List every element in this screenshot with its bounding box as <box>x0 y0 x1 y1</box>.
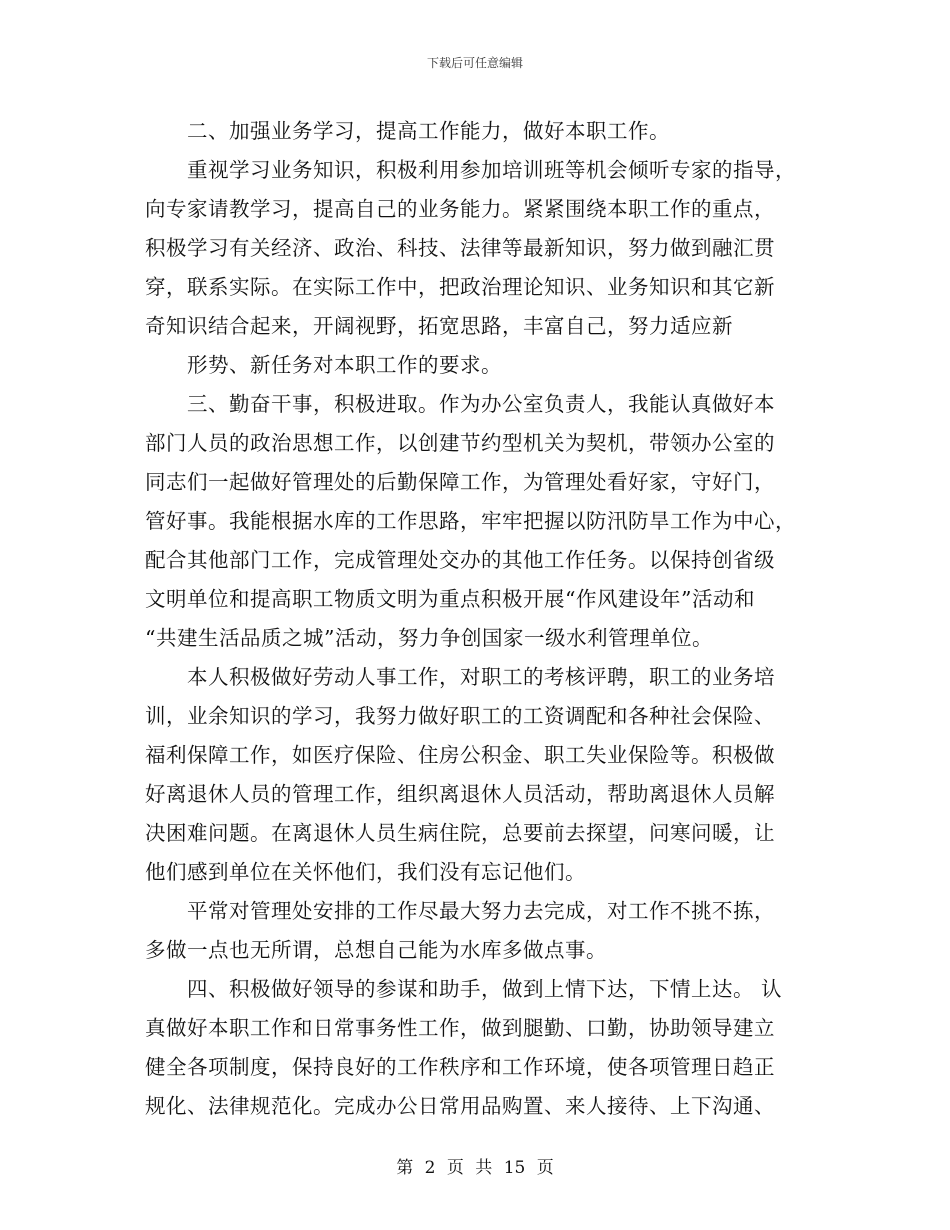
text-line: 健全各项制度，保持良好的工作秩序和工作环境，使各项管理日趋正 <box>145 1055 775 1079</box>
text-line: 多做一点也无所谓，总想自己能为水库多做点事。 <box>145 938 607 962</box>
text-line: 向专家请教学习，提高自己的业务能力。紧紧围绕本职工作的重点， <box>145 197 775 221</box>
text-line: 本人积极做好劳动人事工作，对职工的考核评聘，职工的业务培 <box>187 665 775 689</box>
document-body <box>145 112 805 1126</box>
text-line: 积极学习有关经济、政治、科技、法律等最新知识，努力做到融汇贯 <box>145 236 775 260</box>
text-line: 四、积极做好领导的参谋和助手，做到上情下达，下情上达。 认 <box>187 977 783 1001</box>
text-line: 二、加强业务学习，提高工作能力，做好本职工作。 <box>187 119 670 143</box>
text-line: 训，业余知识的学习，我努力做好职工的工资调配和各种社会保险、 <box>145 704 775 728</box>
text-line: 规化、法律规范化。完成办公日常用品购置、来人接待、上下沟通、 <box>145 1094 775 1118</box>
text-line: 真做好本职工作和日常事务性工作，做到腿勤、口勤，协助领导建立 <box>145 1016 775 1040</box>
text-line: 福利保障工作，如医疗保险、住房公积金、职工失业保险等。积极做 <box>145 743 775 767</box>
text-line: 决困难问题。在离退休人员生病住院，总要前去探望，问寒问暖，让 <box>145 821 775 845</box>
text-line: 好离退休人员的管理工作，组织离退休人员活动，帮助离退休人员解 <box>145 782 775 806</box>
text-line: 奇知识结合起来，开阔视野，拓宽思路，丰富自己，努力适应新 <box>145 314 733 338</box>
text-line: “共建生活品质之城”活动，努力争创国家一级水利管理单位。 <box>145 626 713 650</box>
page-number-footer: 第 2 页 共 15 页 <box>396 1158 554 1178</box>
text-line: 同志们一起做好管理处的后勤保障工作，为管理处看好家，守好门， <box>145 470 775 494</box>
text-line: 配合其他部门工作，完成管理处交办的其他工作任务。以保持创省级 <box>145 548 775 572</box>
text-line: 穿，联系实际。在实际工作中，把政治理论知识、业务知识和其它新 <box>145 275 775 299</box>
page-header: 下载后可任意编辑 <box>426 56 523 70</box>
text-line: 部门人员的政治思想工作，以创建节约型机关为契机，带领办公室的 <box>145 431 775 455</box>
text-line: 形势、新任务对本职工作的要求。 <box>187 353 502 377</box>
text-line: 管好事。我能根据水库的工作思路，牢牢把握以防汛防旱工作为中心， <box>145 509 796 533</box>
text-line: 重视学习业务知识，积极利用参加培训班等机会倾听专家的指导， <box>187 158 796 182</box>
text-line: 平常对管理处安排的工作尽最大努力去完成，对工作不挑不拣， <box>187 899 775 923</box>
text-line: 三、勤奋干事，积极进取。作为办公室负责人，我能认真做好本 <box>187 392 775 416</box>
text-line: 文明单位和提高职工物质文明为重点积极开展“作风建设年”活动和 <box>145 587 755 611</box>
text-line: 他们感到单位在关怀他们，我们没有忘记他们。 <box>145 860 586 884</box>
